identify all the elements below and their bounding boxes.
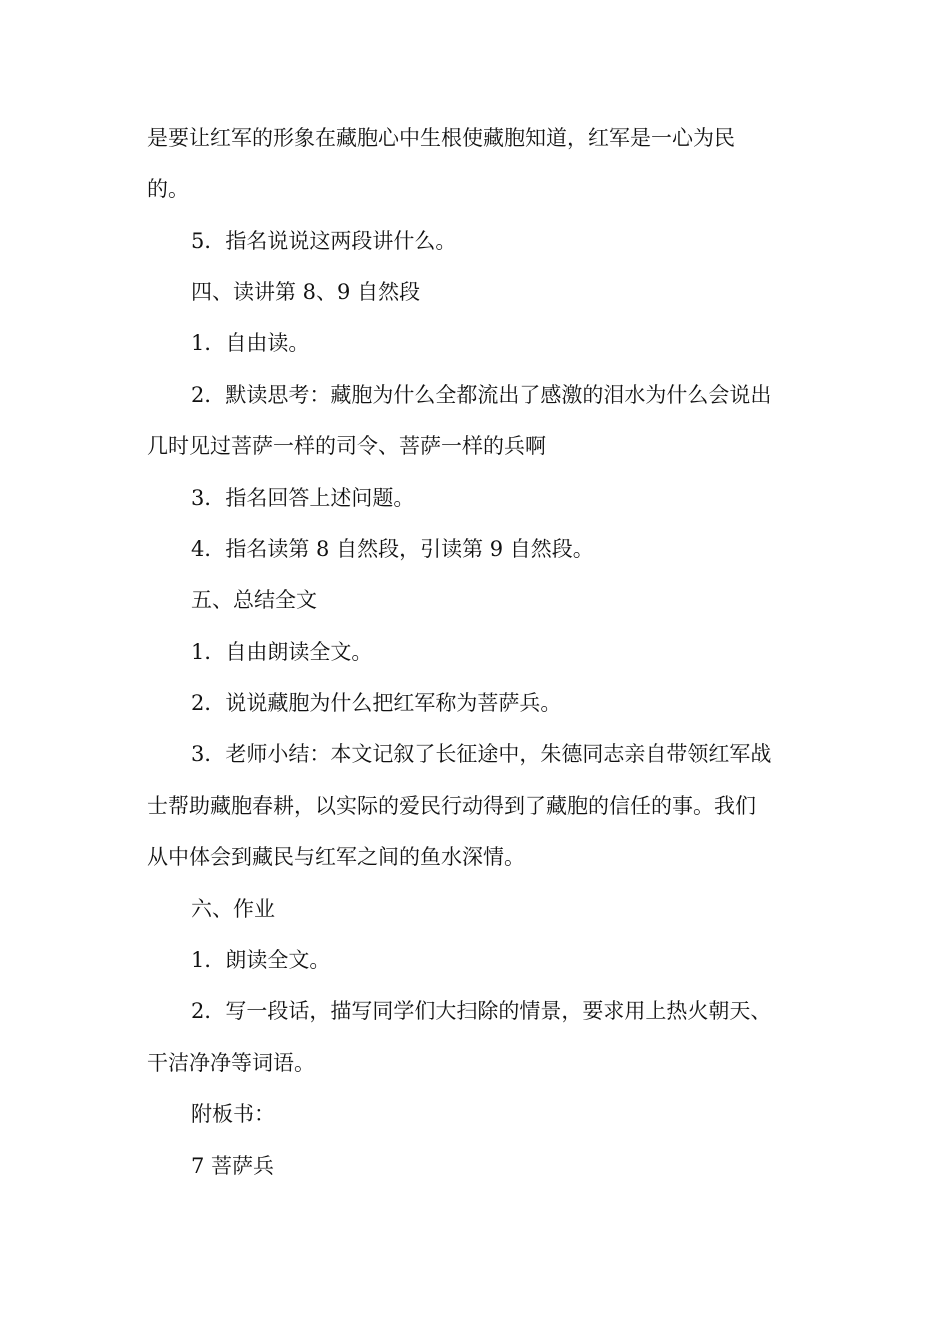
text-line: 的。: [147, 177, 189, 201]
text-line: 士帮助藏胞春耕，以实际的爱民行动得到了藏胞的信任的事。我们: [147, 794, 756, 818]
text-line: 3．指名回答上述问题。: [191, 486, 415, 510]
section-heading: 四、读讲第 8、9 自然段: [191, 280, 421, 304]
text-line: 2．说说藏胞为什么把红军称为菩萨兵。: [191, 691, 562, 715]
text-line: 附板书：: [191, 1102, 275, 1126]
text-line: 从中体会到藏民与红军之间的鱼水深情。: [147, 845, 525, 869]
text-line: 1．自由读。: [191, 331, 310, 355]
text-line: 4．指名读第 8 自然段，引读第 9 自然段。: [191, 537, 594, 561]
section-heading: 六、作业: [191, 897, 275, 921]
text-line: 2．默读思考：藏胞为什么全都流出了感激的泪水为什么会说出: [191, 383, 772, 407]
text-line: 7 菩萨兵: [191, 1154, 275, 1178]
text-line: 干洁净净等词语。: [147, 1051, 315, 1075]
text-line: 2．写一段话，描写同学们大扫除的情景，要求用上热火朝天、: [191, 999, 772, 1023]
text-line: 是要让红军的形象在藏胞心中生根使藏胞知道，红军是一心为民: [147, 126, 735, 150]
text-line: 3．老师小结：本文记叙了长征途中，朱德同志亲自带领红军战: [191, 742, 772, 766]
text-line: 几时见过菩萨一样的司令、菩萨一样的兵啊: [147, 434, 546, 458]
section-heading: 五、总结全文: [191, 588, 317, 612]
text-line: 1．自由朗读全文。: [191, 640, 373, 664]
text-line: 5．指名说说这两段讲什么。: [191, 229, 457, 253]
text-line: 1．朗读全文。: [191, 948, 331, 972]
